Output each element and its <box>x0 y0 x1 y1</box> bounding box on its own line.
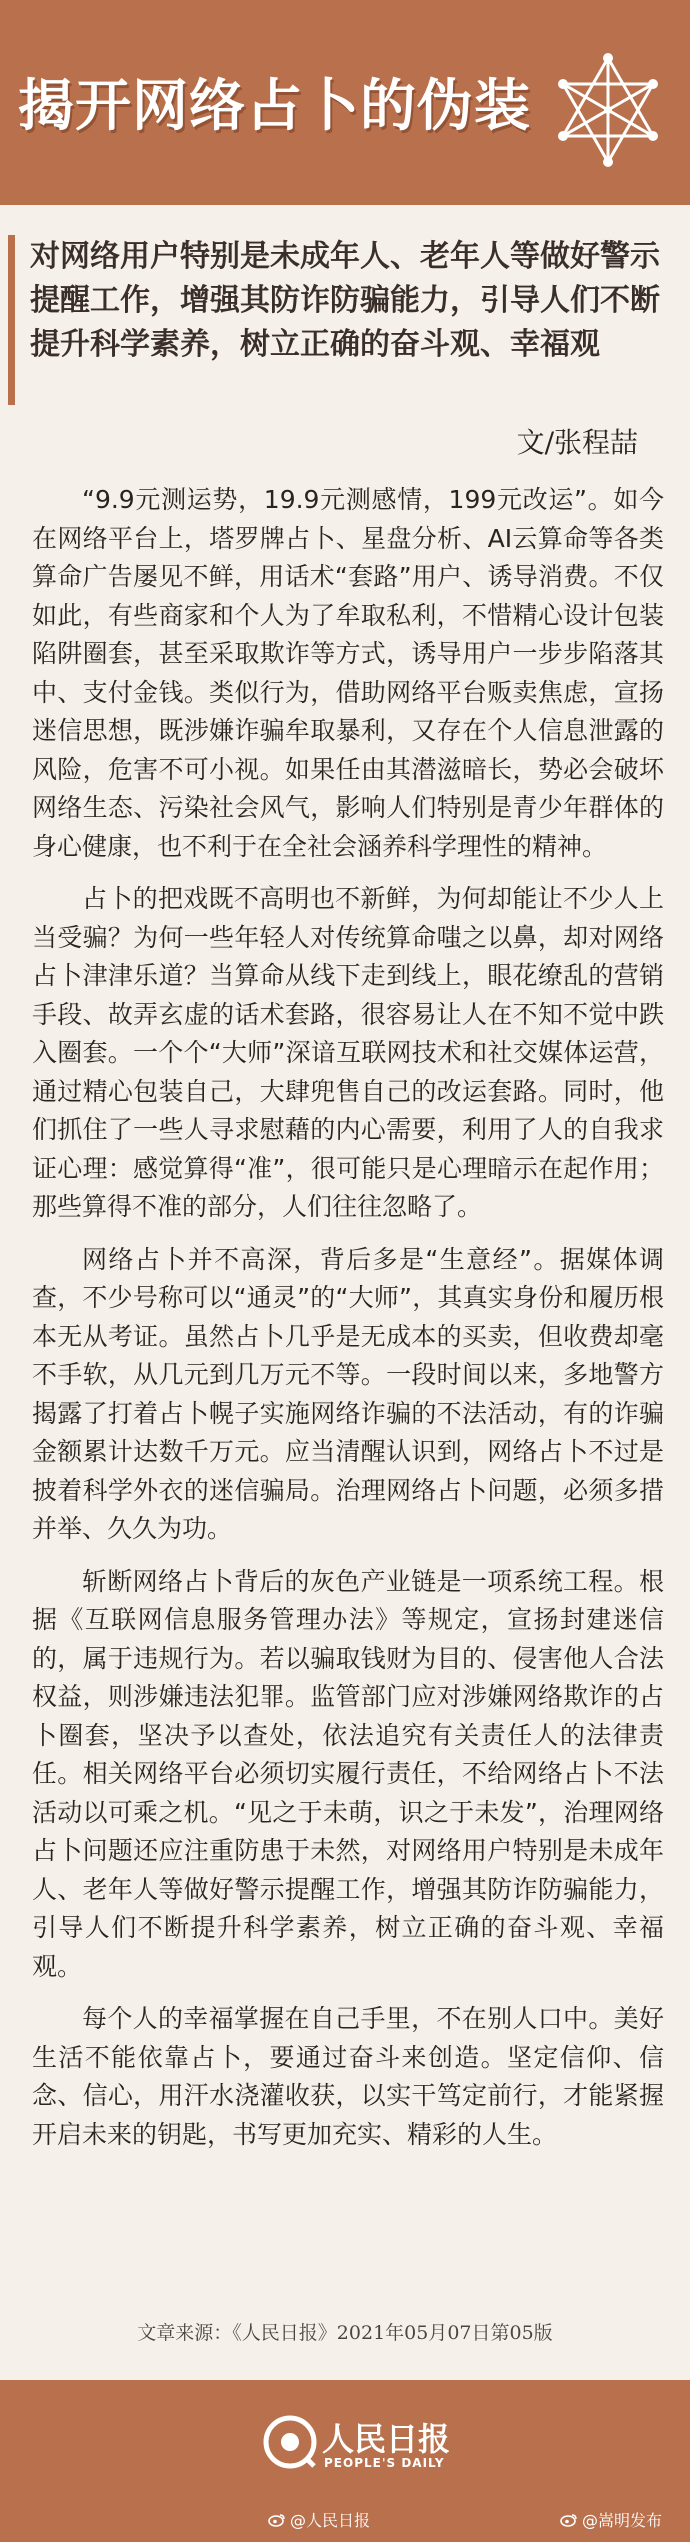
page-title: 揭开网络占卜的伪装 <box>18 74 531 139</box>
paragraph: 每个人的幸福掌握在自己手里，不在别人口中。美好生活不能依靠占卜，要通过奋斗来创造。坚定信仰、信念、信心，用汗水浇灌收获，以实干笃定前行，才能紧握开启未来的钥匙，书写更加充实、精彩的人生。 <box>32 2004 664 2149</box>
header-banner <box>0 0 690 205</box>
article-source: 文章来源：《人民日报》2021年05月07日第05版 <box>137 2322 553 2344</box>
footer <box>0 2380 690 2542</box>
lede-accent-bar <box>8 235 15 405</box>
credit-right-text: @嵩明发布 <box>582 2511 663 2530</box>
logo-subtext: PEOPLE'S DAILY <box>324 2456 445 2470</box>
logo-text: 人民日报 <box>322 2420 451 2458</box>
hexagram-icon <box>548 50 668 170</box>
peoples-daily-logo <box>262 2410 451 2482</box>
weibo-icon <box>560 2513 578 2527</box>
weibo-icon <box>268 2513 286 2527</box>
credit-left-text: @人民日报 <box>290 2511 371 2530</box>
paragraph: 网络占卜并不高深，背后多是“生意经”。据媒体调查，不少号称可以“通灵”的“大师”，其真实身份和履历根本无从考证。虽然占卜几乎是无成本的买卖，但收费却毫不手软，从几元到几万元不等。一段时间以来，多地警方揭露了打着占卜幌子实施网络诈骗的不法活动，有的诈骗金额累计达数千万元。应当清醒认识到，网络占卜不过是披着科学外衣的迷信骗局。治理网络占卜问题，必须多措并举、久久为功。 <box>32 1244 664 1543</box>
byline: 文/张程喆 <box>516 426 638 459</box>
paragraph: 占卜的把戏既不高明也不新鲜，为何却能让不少人上当受骗？为何一些年轻人对传统算命嗤之以鼻，却对网络占卜津津乐道？当算命从线下走到线上，眼花缭乱的营销手段、故弄玄虚的话术套路，很容易让人在不知不觉中跌入圈套。一个个“大师”深谙互联网技术和社交媒体运营，通过精心包装自己，大肆兜售自己的改运套路。同时，他们抓住了一些人寻求慰藉的内心需要，利用了人的自我求证心理：感觉算得“准”，很可能只是心理暗示在起作用；那些算得不准的部分，人们往往忽略了。 <box>32 884 664 1221</box>
paragraph: 斩断网络占卜背后的灰色产业链是一项系统工程。根据《互联网信息服务管理办法》等规定，宣扬封建迷信的，属于违规行为。若以骗取钱财为目的、侵害他人合法权益，则涉嫌违法犯罪。监管部门应对涉嫌网络欺诈的占卜圈套，坚决予以查处，依法追究有关责任人的法律责任。相关网络平台必须切实履行责任，不给网络占卜不法活动以可乘之机。“见之于未萌，识之于未发”，治理网络占卜问题还应注重防患于未然，对网络用户特别是未成年人、老年人等做好警示提醒工作，增强其防诈防骗能力，引导人们不断提升科学素养，树立正确的奋斗观、幸福观。 <box>32 1566 664 1981</box>
credit-peoples-daily[interactable] <box>268 2508 370 2531</box>
article-body <box>32 481 664 2168</box>
article-lede: 对网络用户特别是未成年人、老年人等做好警示提醒工作，增强其防诈防骗能力，引导人们不断提升科学素养，树立正确的奋斗观、幸福观 <box>30 239 660 362</box>
logo-mark-icon <box>262 2414 318 2470</box>
credit-songming[interactable] <box>560 2508 662 2531</box>
article <box>0 205 690 2380</box>
paragraph: “9.9元测运势，19.9元测感情，199元改运”。如今在网络平台上，塔罗牌占卜、星盘分析、AI云算命等各类算命广告屡见不鲜，用话术“套路”用户、诱导消费。不仅如此，有些商家和个人为了牟取私利，不惜精心设计包装陷阱圈套，甚至采取欺诈等方式，诱导用户一步步陷落其中、支付金钱。类似行为，借助网络平台贩卖焦虑，宣扬迷信思想，既涉嫌诈骗牟取暴利，又存在个人信息泄露的风险，危害不可小视。如果任由其潜滋暗长，势必会破坏网络生态、污染社会风气，影响人们特别是青少年群体的身心健康，也不利于在全社会涵养科学理性的精神。 <box>32 485 664 861</box>
